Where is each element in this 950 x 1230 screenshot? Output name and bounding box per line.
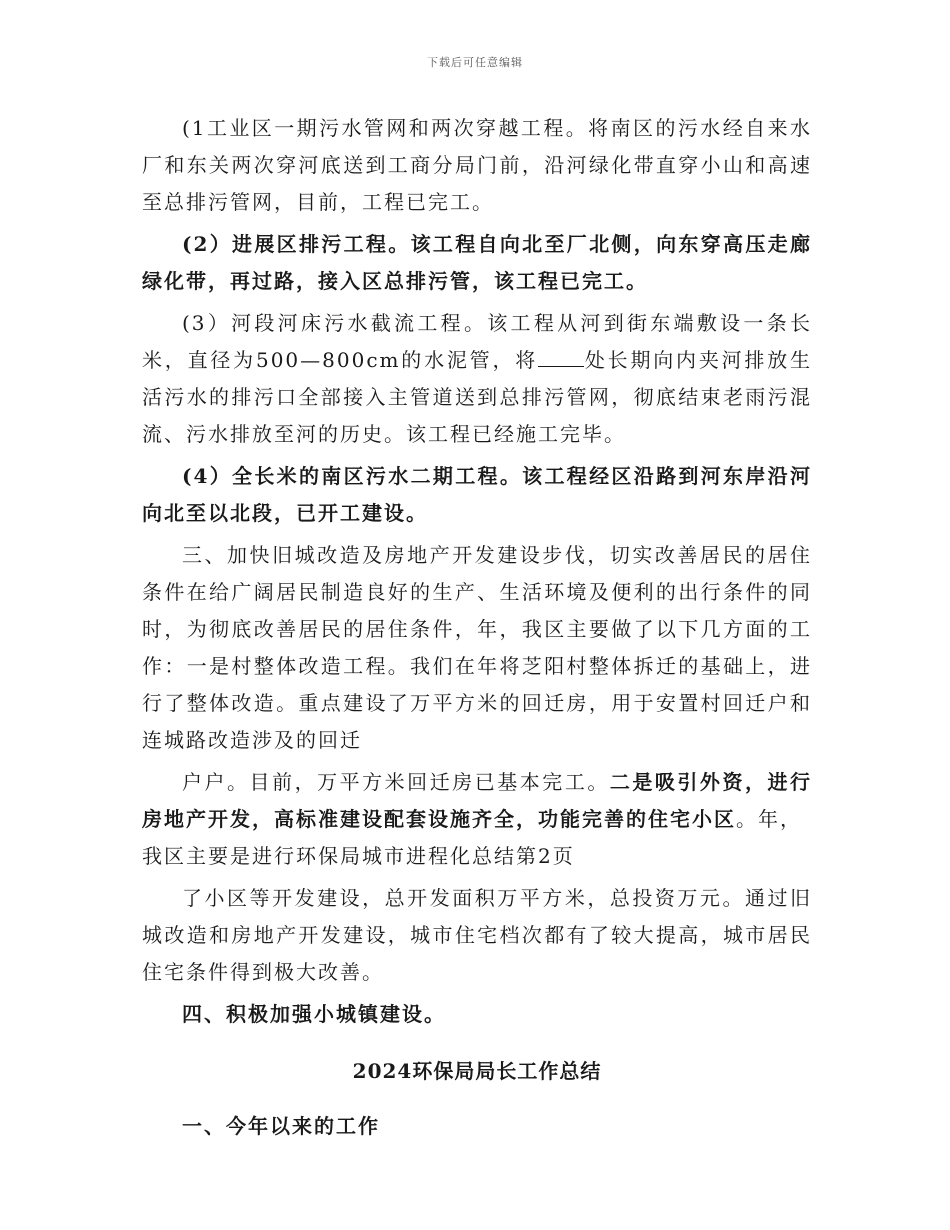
paragraph-6-part-c: 。年， bbox=[736, 807, 802, 831]
paragraph-6-bold: 二是吸引外资，进行房地产开发，高标准建设配套设施齐全，功能完善的住宅小区 bbox=[142, 770, 813, 831]
paragraph-4: (4）全长米的南区污水二期工程。该工程经区沿路到河东岸沿河向北至以北段，已开工建设。 bbox=[142, 464, 812, 525]
paragraph-3-part-b: 处长期向内夹河排放生活污水的排污口全部接入主管道送到总排污管网，彻底结束老雨污混流、污水排放至河的历史。该工程已经施工完毕。 bbox=[142, 348, 813, 446]
section-heading: 一、今年以来的工作 bbox=[182, 1114, 380, 1138]
page-footer-fragment: 我区主要是进行环保局城市进程化总结第2页 bbox=[142, 844, 575, 868]
paragraph-6-part-a: 户户。目前，万平方米回迁房已基本完工。 bbox=[182, 770, 610, 794]
document-title: 2024环保局局长工作总结 bbox=[352, 1059, 602, 1083]
paragraph-9: 四、积极加强小城镇建设。 bbox=[182, 1002, 446, 1026]
paragraph-3 bbox=[142, 305, 812, 453]
paragraph-6 bbox=[142, 764, 812, 838]
paragraph-3-part-a: (3）河段河床污水截流工程。该工程从河到街东端敷设一条长米，直径为500—800cm的水泥管，将 bbox=[142, 311, 812, 372]
paragraph-1: (1工业区一期污水管网和两次穿越工程。将南区的污水经自来水厂和东关两次穿河底送到工商分局门前，沿河绿化带直穿小山和高速至总排污管网，目前，工程已完工。 bbox=[142, 116, 812, 214]
blank-underline bbox=[538, 348, 584, 367]
paragraph-2: (2）进展区排污工程。该工程自向北至厂北侧，向东穿高压走廊绿化带，再过路，接入区总排污管，该工程已完工。 bbox=[142, 232, 812, 293]
header-note: 下载后可任意编辑 bbox=[427, 56, 523, 69]
document-body bbox=[142, 110, 812, 1145]
paragraph-8: 了小区等开发建设，总开发面积万平方米，总投资万元。通过旧城改造和房地产开发建设，城市住宅档次都有了较大提高，城市居民住宅条件得到极大改善。 bbox=[142, 886, 812, 984]
paragraph-5: 三、加快旧城改造及房地产开发建设步伐，切实改善居民的居住条件在给广阔居民制造良好的生产、生活环境及便利的出行条件的同时，为彻底改善居民的居住条件，年，我区主要做了以下几方面的工作：一是村整体改造工程。我们在年将芝阳村整体拆迁的基础上，进行了整体改造。重点建设了万平方米的回迁房，用于安置村回迁户和连城路改造涉及的回迁 bbox=[142, 543, 812, 752]
